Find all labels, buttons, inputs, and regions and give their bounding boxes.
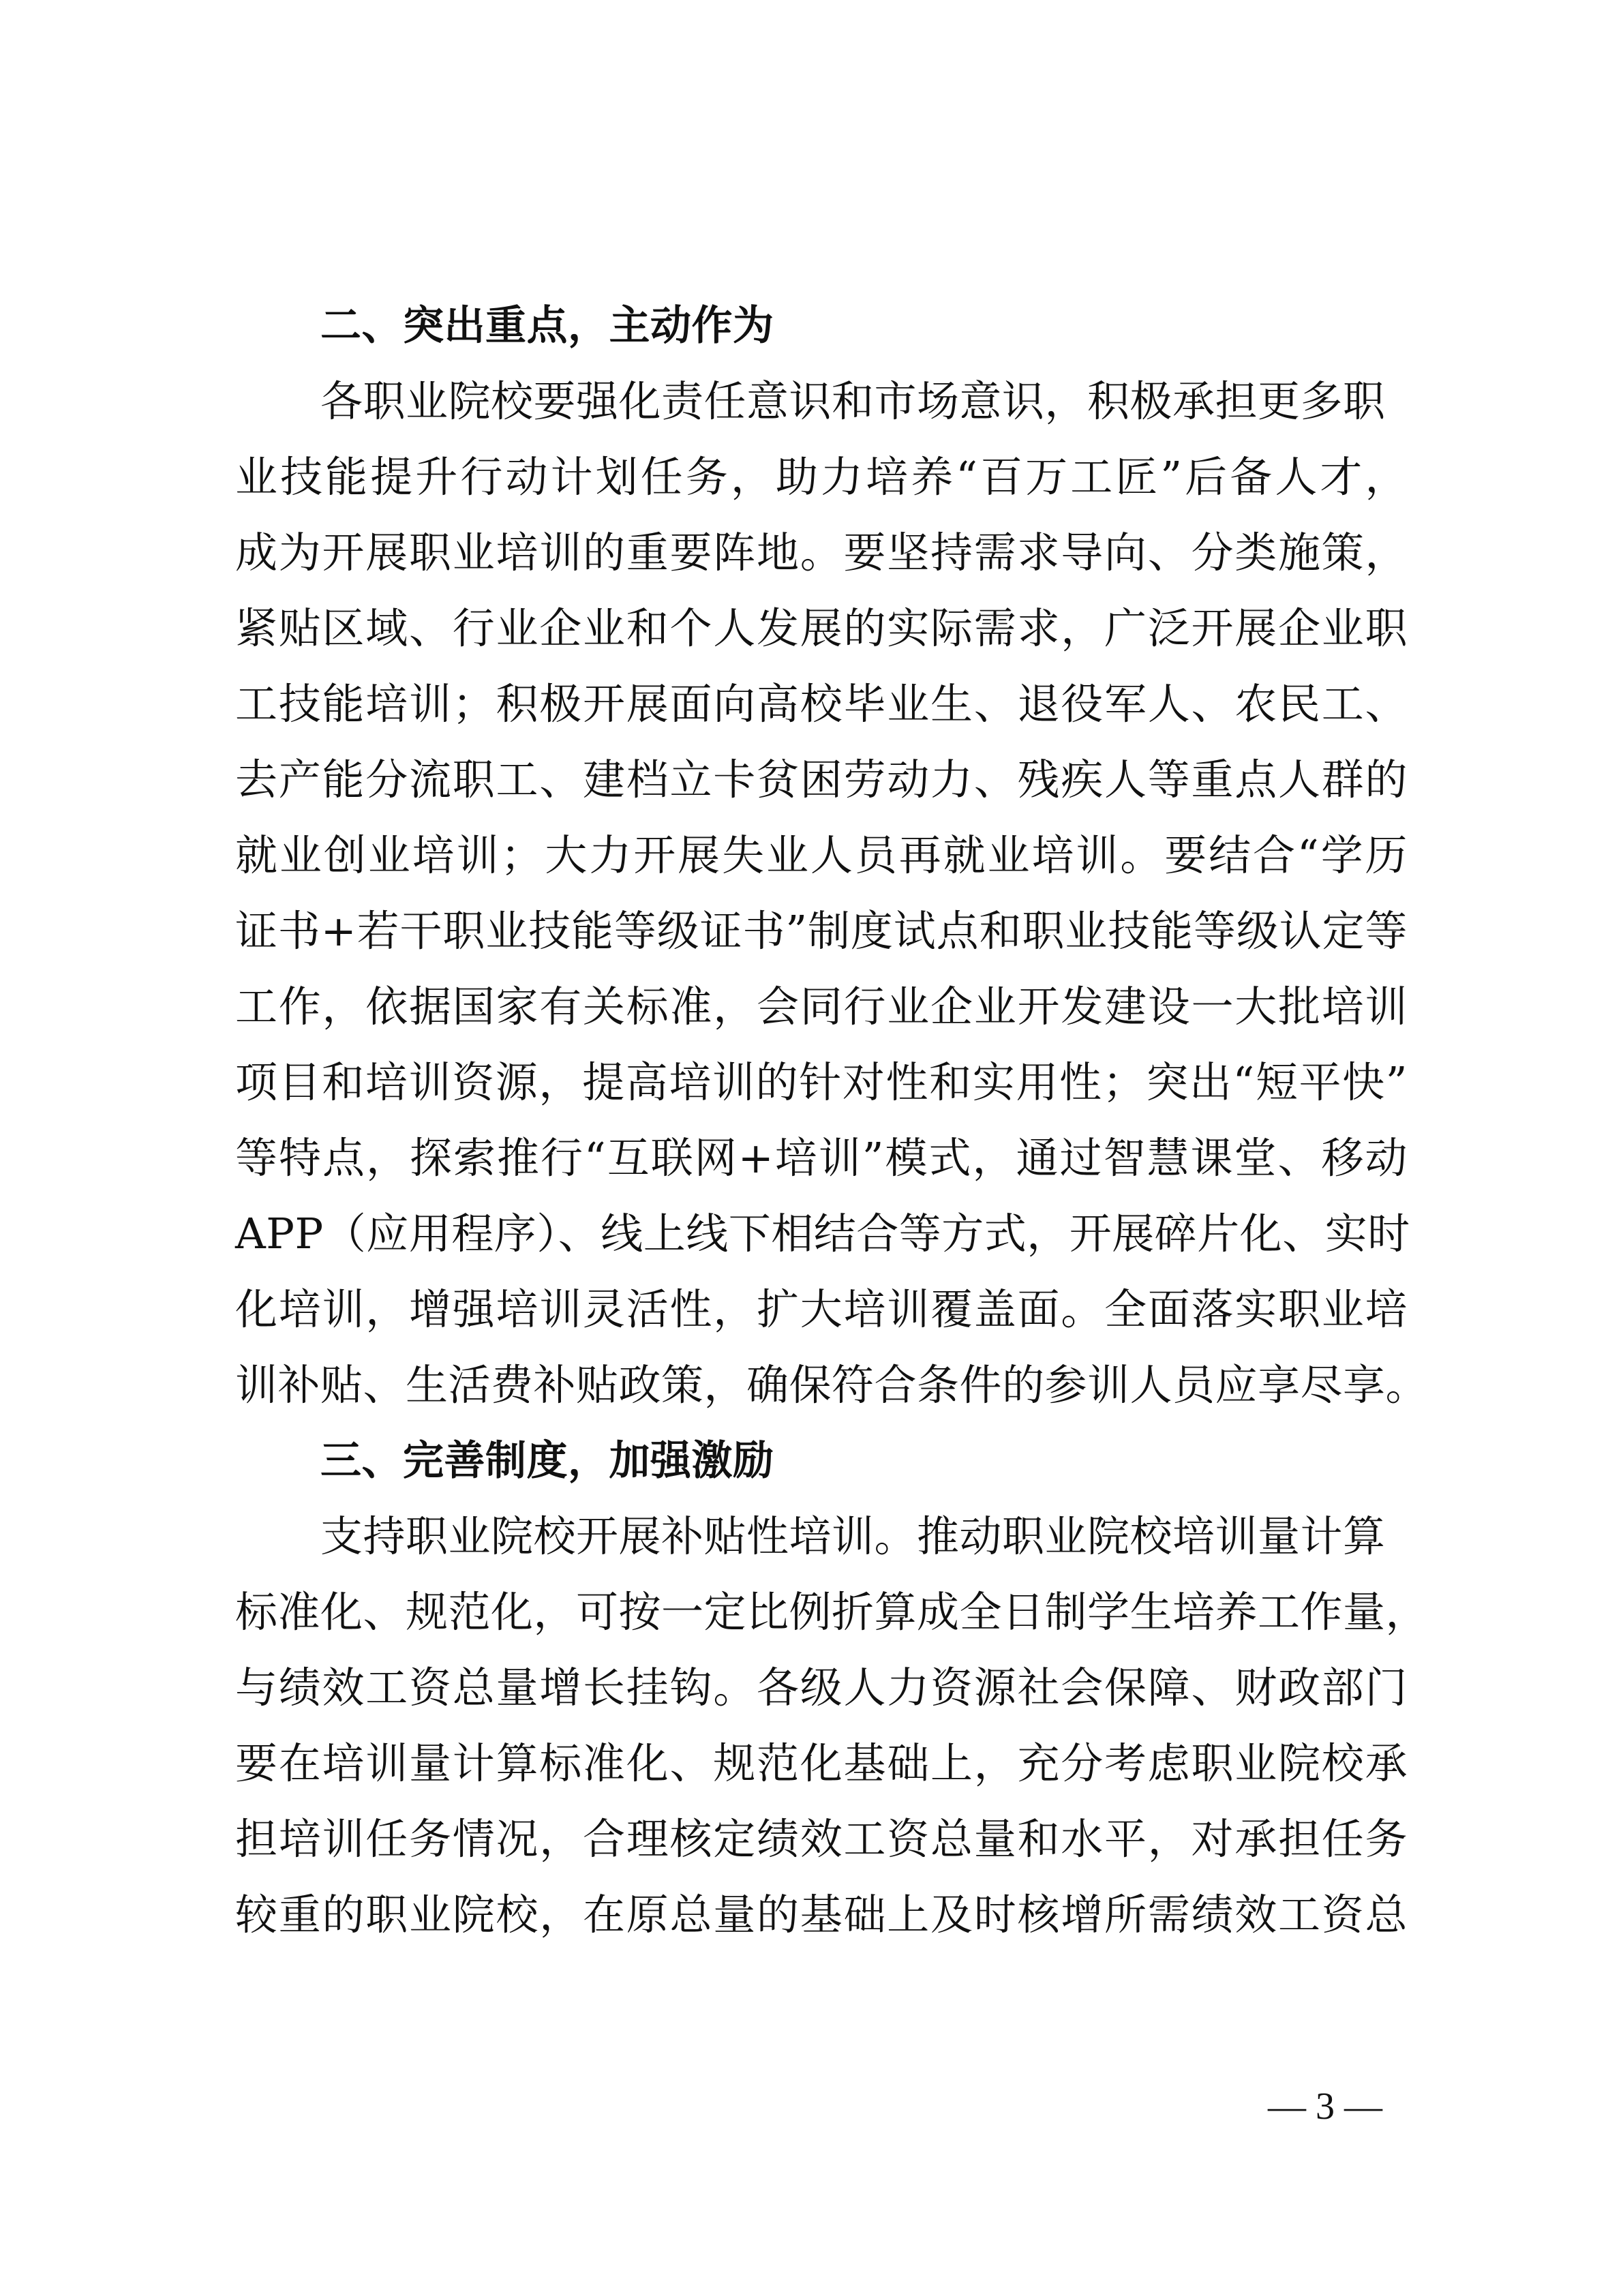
paragraph-line: 工技能培训；积极开展面向高校毕业生、退役军人、农民工、 — [235, 679, 1408, 729]
paragraph-line: 工作，依据国家有关标准，会同行业企业开发建设一大批培训 — [235, 982, 1408, 1031]
paragraph-line: 等特点，探索推行“互联网+培训”模式，通过智慧课堂、移动 — [235, 1133, 1408, 1183]
paragraph-line: 就业创业培训；大力开展失业人员再就业培训。要结合“学历 — [235, 830, 1408, 880]
section-heading: 三、完善制度，加强激励 — [320, 1437, 774, 1485]
paragraph-line: 项目和培训资源，提高培训的针对性和实用性；突出“短平快” — [235, 1057, 1408, 1107]
paragraph-line: 紧贴区域、行业企业和个人发展的实际需求，广泛开展企业职 — [235, 603, 1408, 653]
paragraph-line: 较重的职业院校，在原总量的基础上及时核增所需绩效工资总 — [235, 1890, 1408, 1939]
paragraph-line: 各职业院校要强化责任意识和市场意识，积极承担更多职 — [320, 376, 1386, 426]
paragraph-line: 去产能分流职工、建档立卡贫困劳动力、残疾人等重点人群的 — [235, 755, 1408, 804]
paragraph-line: 与绩效工资总量增长挂钩。各级人力资源社会保障、财政部门 — [235, 1663, 1408, 1712]
paragraph-line: 业技能提升行动计划任务，助力培养“百万工匠”后备人才， — [235, 452, 1408, 502]
paragraph-line: 支持职业院校开展补贴性培训。推动职业院校培训量计算 — [320, 1511, 1386, 1561]
paragraph-line: 证书+若干职业技能等级证书”制度试点和职业技能等级认定等 — [235, 906, 1408, 956]
paragraph-line: 担培训任务情况，合理核定绩效工资总量和水平，对承担任务 — [235, 1814, 1408, 1864]
paragraph-line: 成为开展职业培训的重要阵地。要坚持需求导向、分类施策， — [235, 528, 1408, 577]
paragraph-line: 训补贴、生活费补贴政策，确保符合条件的参训人员应享尽享。 — [235, 1360, 1429, 1410]
paragraph-line: 要在培训量计算标准化、规范化基础上，充分考虑职业院校承 — [235, 1738, 1408, 1788]
paragraph-line: 标准化、规范化，可按一定比例折算成全日制学生培养工作量， — [235, 1587, 1429, 1637]
paragraph-line: APP（应用程序）、线上线下相结合等方式，开展碎片化、实时 — [235, 1209, 1410, 1258]
paragraph-line: 化培训，增强培训灵活性，扩大培训覆盖面。全面落实职业培 — [235, 1284, 1408, 1334]
page-number: — 3 — — [1268, 2085, 1382, 2128]
section-heading: 二、突出重点，主动作为 — [320, 302, 774, 350]
